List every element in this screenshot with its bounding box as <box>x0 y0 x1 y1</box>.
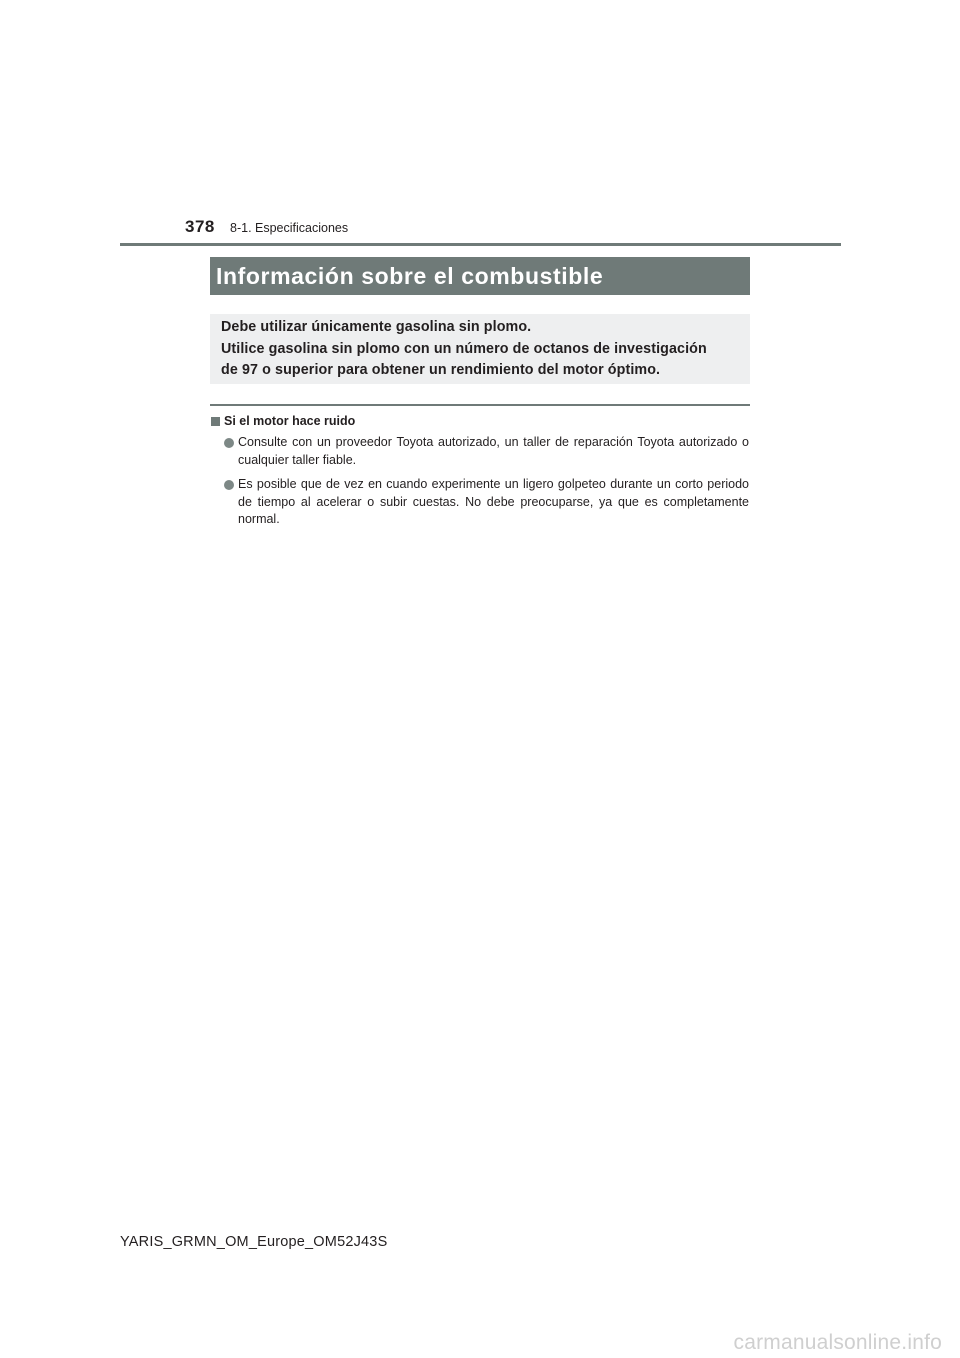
circle-bullet-icon <box>224 480 234 490</box>
bullet-item <box>224 476 749 529</box>
circle-bullet-icon <box>224 438 234 448</box>
intro-box <box>210 314 750 384</box>
square-bullet-icon <box>211 417 220 426</box>
page-title: Información sobre el combustible <box>216 262 604 289</box>
subheading <box>211 414 355 428</box>
section-rule <box>210 404 750 406</box>
bullet-text: Consulte con un proveedor Toyota autorizado, un taller de reparación Toyota autorizado o cualquier taller fiable. <box>238 435 749 467</box>
watermark: carmanualsonline.info <box>733 1331 942 1354</box>
bullet-text: Es posible que de vez en cuando experimente un ligero golpeteo durante un corto periodo de tiempo al acelerar o subir cuestas. No debe preocuparse, ya que es completamente normal. <box>238 477 749 526</box>
header-rule <box>120 243 841 246</box>
intro-line: Debe utilizar únicamente gasolina sin plomo. <box>221 319 532 335</box>
title-bar <box>210 257 750 295</box>
section-label: 8-1. Especificaciones <box>230 221 349 235</box>
document-code: YARIS_GRMN_OM_Europe_OM52J43S <box>120 1234 388 1250</box>
subheading-text: Si el motor hace ruido <box>224 414 356 428</box>
intro-line: Utilice gasolina sin plomo con un número de octanos de investigación <box>221 340 707 357</box>
intro-line: de 97 o superior para obtener un rendimiento del motor óptimo. <box>221 362 661 378</box>
page-number: 378 <box>185 217 215 236</box>
bullet-item <box>224 434 749 469</box>
